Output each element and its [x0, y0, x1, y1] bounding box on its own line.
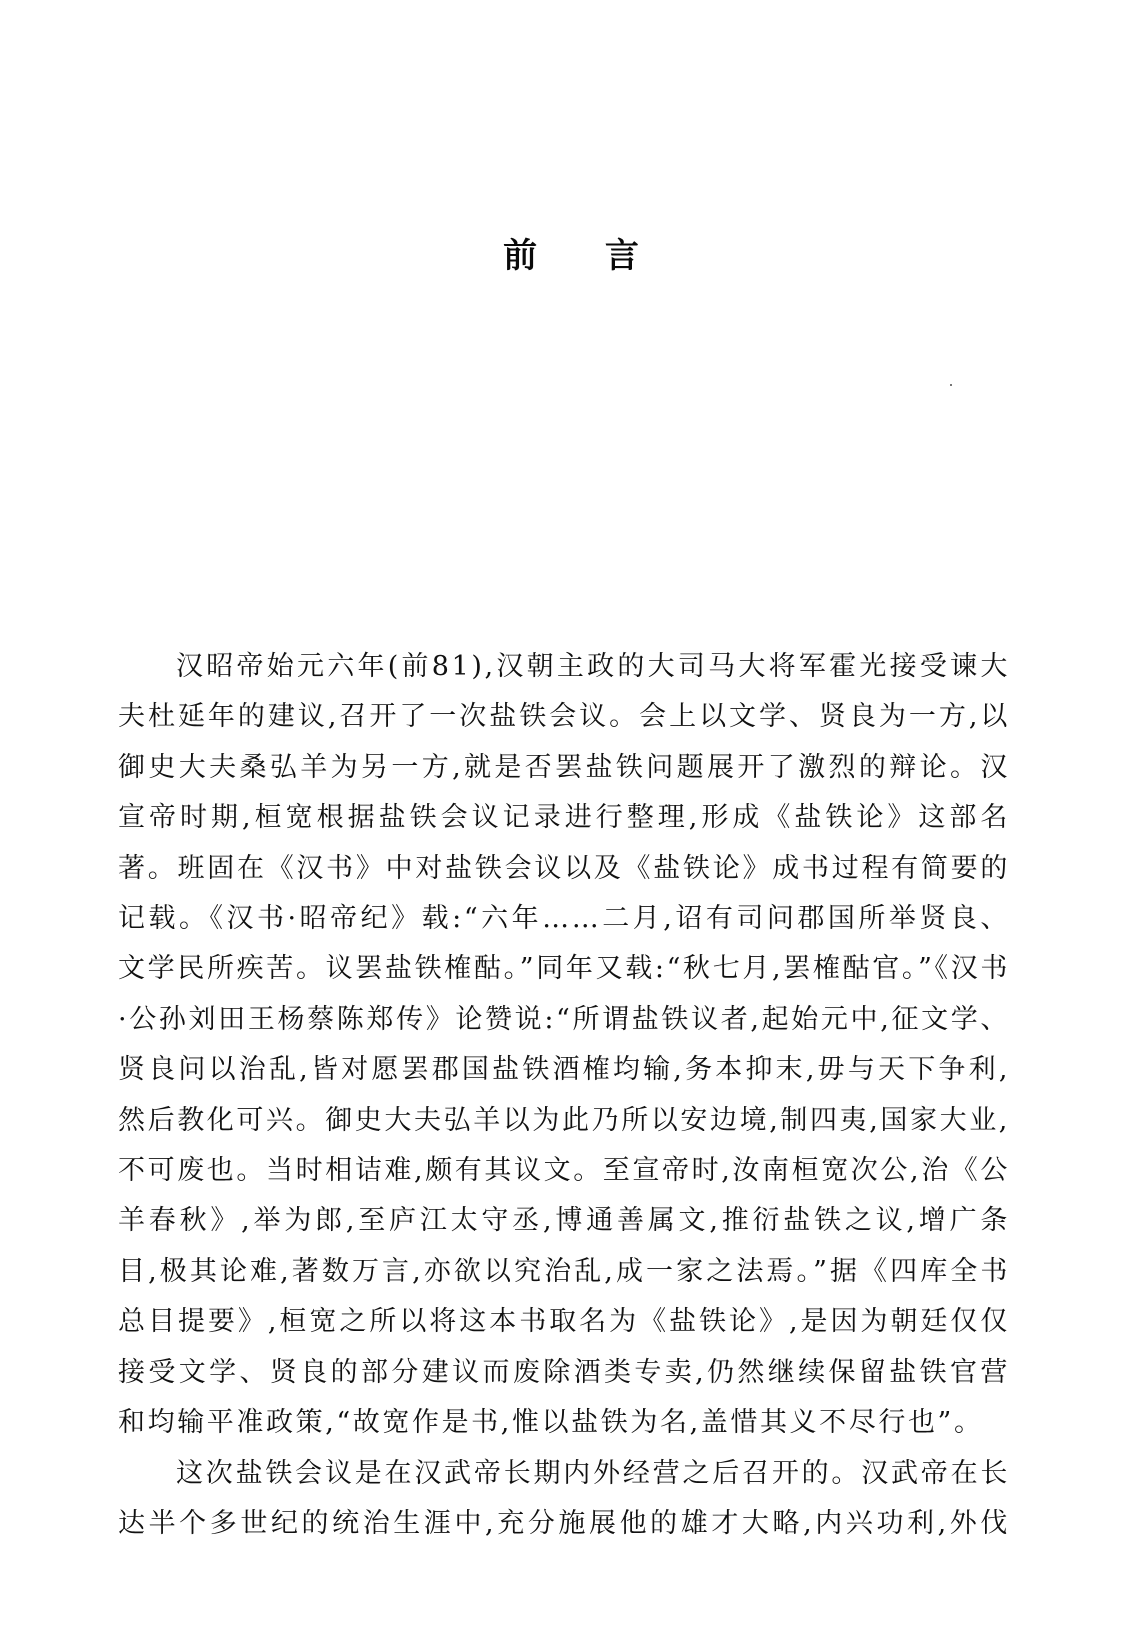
body-text	[118, 642, 1010, 1549]
page-title: 前 言	[503, 236, 667, 276]
paragraph-2: 这次盐铁会议是在汉武帝长期内外经营之后召开的。汉武帝在长达半个多世纪的统治生涯中,充分施展他的雄才大略,内兴功利,外伐	[118, 1457, 1010, 1539]
paragraph-1: 汉昭帝始元六年(前81),汉朝主政的大司马大将军霍光接受谏大夫杜延年的建议,召开了一次盐铁会议。会上以文学、贤良为一方,以御史大夫桑弘羊为另一方,就是否罢盐铁问题展开了激烈的辩论。汉宣帝时期,桓宽根据盐铁会议记录进行整理,形成《盐铁论》这部名著。班固在《汉书》中对盐铁会议以及《盐铁论》成书过程有简要的记载。《汉书·昭帝纪》载:“六年……二月,诏有司问郡国所举贤良、文学民所疾苦。议罢盐铁榷酤。”同年又载:“秋七月,罢榷酤官。”《汉书·公孙刘田王杨蔡陈郑传》论赞说:“所谓盐铁议者,起始元中,征文学、贤良问以治乱,皆对愿罢郡国盐铁酒榷均输,务本抑末,毋与天下争利,然后教化可兴。御史大夫弘羊以为此乃所以安边境,制四夷,国家大业,不可废也。当时相诘难,颇有其议文。至宣帝时,汝南桓宽次公,治《公羊春秋》,举为郎,至庐江太守丞,博通善属文,推衍盐铁之议,增广条目,极其论难,著数万言,亦欲以究治乱,成一家之法焉。”据《四库全书总目提要》,桓宽之所以将这本书取名为《盐铁论》,是因为朝廷仅仅接受文学、贤良的部分建议而废除酒类专卖,仍然继续保留盐铁官营和均输平准政策,“故宽作是书,惟以盐铁为名,盖惜其义不尽行也”。	[118, 651, 1010, 1439]
print-speck	[950, 384, 952, 386]
